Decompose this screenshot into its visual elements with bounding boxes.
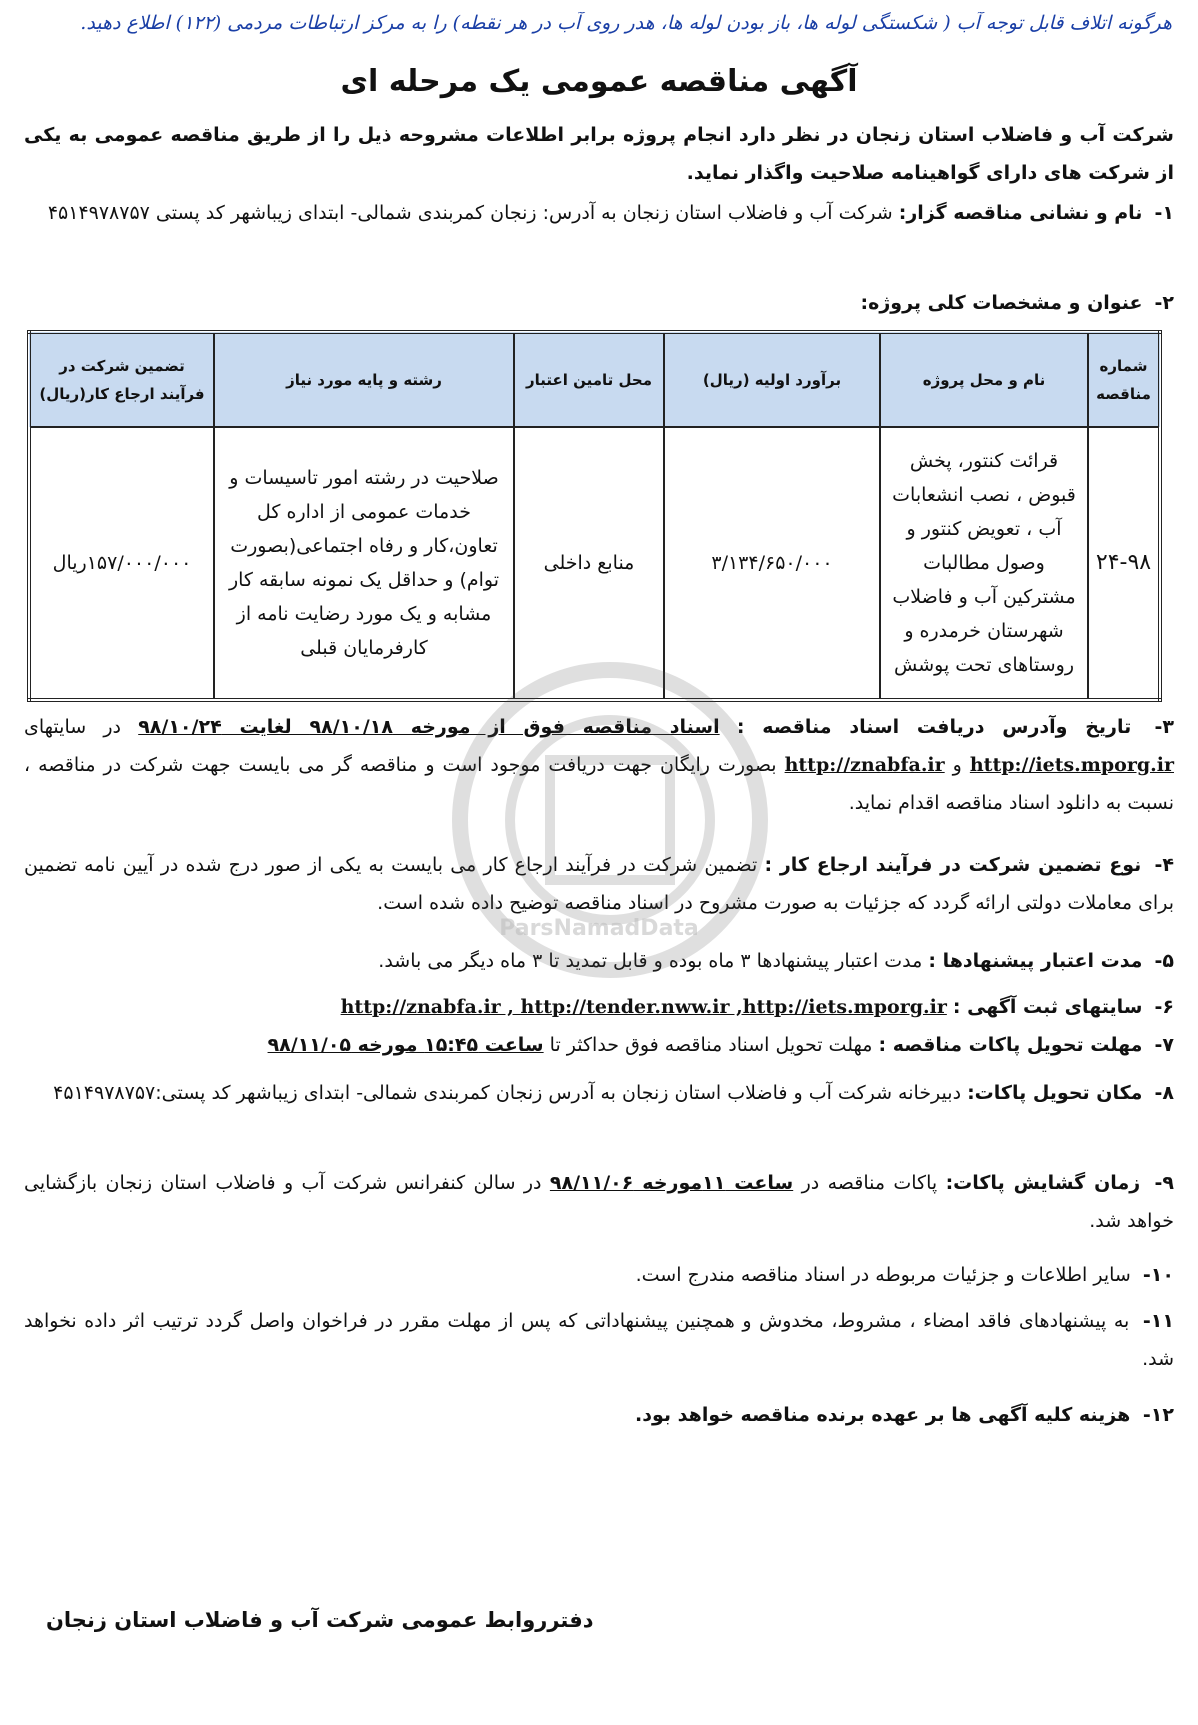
cell-funding: منابع داخلی bbox=[514, 427, 664, 700]
table-row bbox=[29, 427, 1160, 700]
item-text: دبیرخانه شرکت آب و فاضلاب استان زنجان به آدرس زنجان کمربندی شمالی- ابتدای زیباشهر کد پستی:۴۵۱۴۹۷۸۷۵۷ bbox=[53, 1082, 962, 1104]
cell-guarantee: ۱۵۷/۰۰۰/۰۰۰ریال bbox=[29, 427, 214, 700]
tender-notice bbox=[16, 0, 1182, 1725]
item-dates: اسناد مناقصه فوق از مورخه ۹۸/۱۰/۱۸ لغایت ۹۸/۱۰/۲۴ bbox=[138, 716, 720, 738]
item-7 bbox=[24, 1026, 1174, 1064]
item-10 bbox=[24, 1256, 1174, 1294]
item-number: ۱۲- bbox=[1142, 1404, 1174, 1426]
cell-estimate: ۳/۱۳۴/۶۵۰/۰۰۰ bbox=[664, 427, 880, 700]
water-waste-notice: هرگونه اتلاف قابل توجه آب ( شکستگی لوله ها، باز بودن لوله ها، هدر روی آب در هر نقطه) را به مرکز ارتباطات مردمی (۱۲۲) اطلاع دهید. bbox=[80, 12, 1172, 34]
watermark-text: ParsNamadData bbox=[499, 916, 699, 941]
header-estimate: برآورد اولیه (ریال) bbox=[664, 332, 880, 427]
registration-links[interactable]: http://znabfa.ir , http://tender.nww.ir ,http://iets.mporg.ir bbox=[340, 996, 947, 1018]
item-text: مدت اعتبار پیشنهادها ۳ ماه بوده و قابل تمدید تا ۳ ماه دیگر می باشد. bbox=[378, 950, 923, 972]
item-4 bbox=[24, 846, 1174, 922]
intro-paragraph: شرکت آب و فاضلاب استان زنجان در نظر دارد انجام پروژه برابر اطلاعات مشروحه ذیل را از طریق مناقصه عمومی به یکی از شرکت های دارای گواهینامه صلاحیت واگذار نماید. bbox=[24, 124, 1174, 184]
item-number: ۳- bbox=[1154, 716, 1174, 738]
item-label: نام و نشانی مناقصه گزار: bbox=[898, 202, 1143, 224]
cell-field: صلاحیت در رشته امور تاسیسات و خدمات عمومی از اداره کل تعاون،کار و رفاه اجتماعی(بصورت توام) و حداقل یک نمونه سابقه کار مشابه و یک مورد رضایت نامه از کارفرمایان قبلی bbox=[214, 427, 514, 700]
project-table bbox=[27, 330, 1162, 702]
header-project: نام و محل پروژه bbox=[880, 332, 1088, 427]
item-label: زمان گشایش پاکات: bbox=[945, 1172, 1141, 1194]
item-label: سایتهای ثبت آگهی : bbox=[952, 996, 1143, 1018]
item-number: ۲- bbox=[1154, 292, 1174, 314]
item-number: ۵- bbox=[1154, 950, 1174, 972]
item-11 bbox=[24, 1302, 1174, 1378]
item-1 bbox=[24, 194, 1174, 232]
header-number: شماره مناقصه bbox=[1088, 332, 1160, 427]
item-5 bbox=[24, 942, 1174, 980]
item-text: هزینه کلیه آگهی ها بر عهده برنده مناقصه خواهد بود. bbox=[635, 1404, 1131, 1426]
conjunction: و bbox=[952, 754, 962, 776]
item-number: ۱۰- bbox=[1142, 1264, 1174, 1286]
item-number: ۷- bbox=[1154, 1034, 1174, 1056]
item-text: بصورت رایگان جهت دریافت موجود است و مناقصه گر می بایست جهت شرکت در مناقصه ، نسبت به دانلود اسناد مناقصه اقدام نماید. bbox=[24, 754, 1174, 814]
item-text: به پیشنهادهای فاقد امضاء ، مشروط، مخدوش و همچنین پیشنهاداتی که پس از مهلت مقرر در فراخوان واصل گردد ترتیب اثر داده نخواهد شد. bbox=[24, 1310, 1174, 1370]
item-label: عنوان و مشخصات کلی پروژه: bbox=[860, 292, 1143, 314]
header-funding: محل تامین اعتبار bbox=[514, 332, 664, 427]
item-text: شرکت آب و فاضلاب استان زنجان به آدرس: زنجان کمربندی شمالی- ابتدای زیباشهر کد پستی ۴۵۱۴۹۷۸۷۵۷ bbox=[47, 202, 893, 224]
item-label: نوع تضمین شرکت در فرآیند ارجاع کار : bbox=[764, 854, 1142, 876]
item-number: ۹- bbox=[1154, 1172, 1175, 1194]
link-iets[interactable]: http://iets.mporg.ir bbox=[969, 754, 1174, 776]
item-number: ۱- bbox=[1154, 202, 1174, 224]
item-text: در سایتهای bbox=[24, 716, 121, 738]
item-text: تضمین شرکت در فرآیند ارجاع کار می بایست به یکی از صور درج شده در آیین نامه تضمین برای معاملات دولتی ارائه گردد که جزئیات به صورت مشروح در اسناد مناقصه توضیح داده شده است. bbox=[24, 854, 1174, 914]
opening-time: ساعت ۱۱مورخه ۹۸/۱۱/۰۶ bbox=[549, 1172, 794, 1194]
link-znabfa[interactable]: http://znabfa.ir bbox=[784, 754, 945, 776]
item-label: مدت اعتبار پیشنهادها : bbox=[928, 950, 1143, 972]
item-number: ۴- bbox=[1154, 854, 1175, 876]
item-number: ۶- bbox=[1154, 996, 1174, 1018]
item-text: در سالن کنفرانس شرکت آب و فاضلاب استان زنجان بازگشایی خواهد شد. bbox=[24, 1172, 1174, 1232]
item-12 bbox=[24, 1396, 1174, 1434]
header-field: رشته و پایه مورد نیاز bbox=[214, 332, 514, 427]
item-text: پاکات مناقصه در bbox=[801, 1172, 938, 1194]
item-text: سایر اطلاعات و جزئیات مربوطه در اسناد مناقصه مندرج است. bbox=[635, 1264, 1131, 1286]
item-label: مهلت تحویل پاکات مناقصه : bbox=[878, 1034, 1143, 1056]
cell-project: قرائت کنتور، پخش قبوض ، نصب انشعابات آب ، تعویض کنتور و وصول مطالبات مشترکین آب و فاضلاب شهرستان خرمدره و روستاهای تحت پوشش bbox=[880, 427, 1088, 700]
table-header-row bbox=[29, 332, 1160, 427]
item-9 bbox=[24, 1164, 1174, 1240]
item-6 bbox=[24, 988, 1174, 1026]
item-2 bbox=[24, 284, 1174, 322]
header-guarantee: تضمین شرکت در فرآیند ارجاع کار(ریال) bbox=[29, 332, 214, 427]
item-number: ۱۱- bbox=[1142, 1310, 1174, 1332]
item-3 bbox=[24, 708, 1174, 822]
item-label: تاریخ وآدرس دریافت اسناد مناقصه : bbox=[736, 716, 1132, 738]
deadline: ساعت ۱۵:۴۵ مورخه ۹۸/۱۱/۰۵ bbox=[267, 1034, 544, 1056]
item-text: مهلت تحویل اسناد مناقصه فوق حداکثر تا bbox=[549, 1034, 873, 1056]
item-8 bbox=[24, 1074, 1174, 1112]
page-title: آگهی مناقصه عمومی یک مرحله ای bbox=[340, 64, 858, 99]
cell-number: ۲۴-۹۸ bbox=[1088, 427, 1160, 700]
item-number: ۸- bbox=[1154, 1082, 1174, 1104]
item-label: مکان تحویل پاکات: bbox=[967, 1082, 1143, 1104]
signature-office: دفترروابط عمومی شرکت آب و فاضلاب استان زنجان bbox=[46, 1608, 594, 1632]
